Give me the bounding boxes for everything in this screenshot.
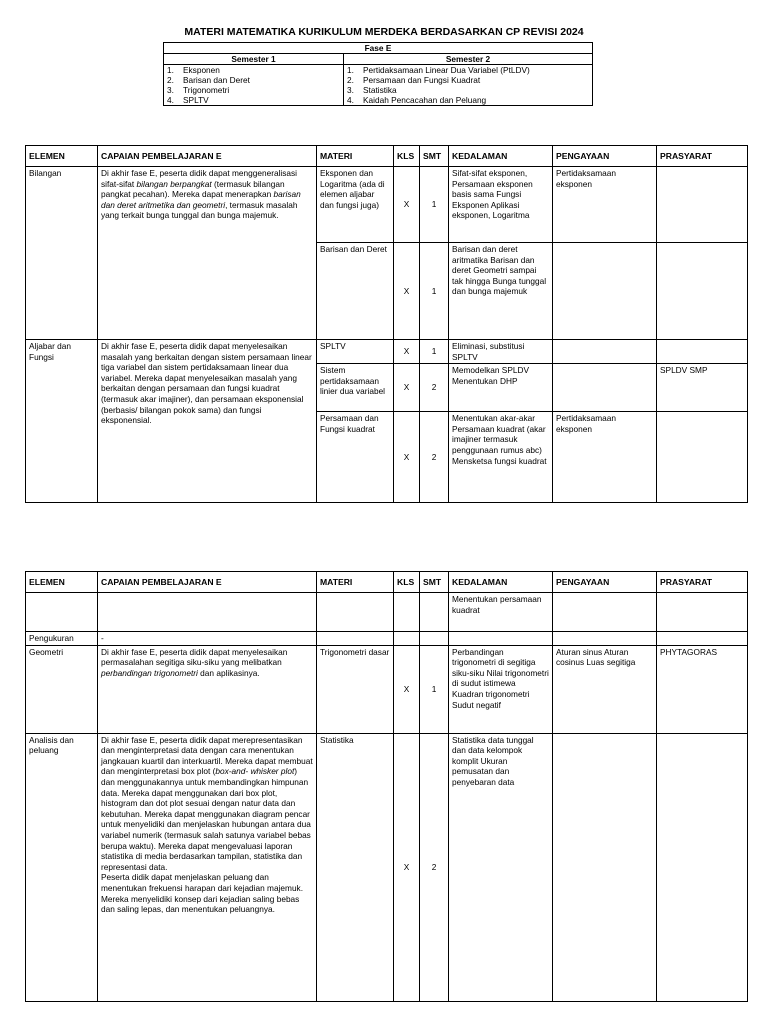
header-kedalaman: KEDALAMAN xyxy=(449,572,553,593)
table-row xyxy=(26,645,748,733)
header-pengayaan: PENGAYAAN xyxy=(553,146,657,167)
materi-cell xyxy=(317,632,394,646)
smt-cell: 2 xyxy=(420,412,449,503)
capaian-cell: Di akhir fase E, peserta didik dapat menyelesaikan masalah yang berkaitan dengan sistem persamaan linear tiga variabel dan sistem pertidaksamaan linear dua variabel. Mereka dapat menyelesaikan masalah yang berkaitan dengan persamaan dan fungsi kuadrat (termasuk akar imajiner), dan persamaan eksponensial (berbasis/ bilangan pokok sama) dan fungsi eksponensial. xyxy=(98,340,317,503)
kedalaman-cell: Memodelkan SPLDV Menentukan DHP xyxy=(449,364,553,412)
materi-cell: Eksponen dan Logaritma (ada di elemen aljabar dan fungsi juga) xyxy=(317,167,394,243)
kls-cell: X xyxy=(394,243,420,340)
table-row xyxy=(26,340,748,364)
header-row xyxy=(26,572,748,593)
curriculum-table-1 xyxy=(25,145,748,503)
header-pengayaan: PENGAYAAN xyxy=(553,572,657,593)
kls-cell: X xyxy=(394,167,420,243)
elemen-cell xyxy=(26,593,98,632)
document-title: MATERI MATEMATIKA KURIKULUM MERDEKA BERDASARKAN CP REVISI 2024 xyxy=(184,26,584,38)
smt-cell: 1 xyxy=(420,340,449,364)
prasyarat-cell: SPLDV SMP xyxy=(657,364,748,412)
header-kedalaman: KEDALAMAN xyxy=(449,146,553,167)
header-kls: KLS xyxy=(394,146,420,167)
semester-1-header: Semester 1 xyxy=(164,54,344,65)
elemen-cell: Geometri xyxy=(26,645,98,733)
semester-2-list xyxy=(344,65,593,106)
prasyarat-cell xyxy=(657,733,748,1001)
materi-cell: Statistika xyxy=(317,733,394,1001)
capaian-cell: - xyxy=(98,632,317,646)
header-smt: SMT xyxy=(420,146,449,167)
smt-cell xyxy=(420,593,449,632)
pengayaan-cell: Pertidaksamaan eksponen xyxy=(553,167,657,243)
pengayaan-cell xyxy=(553,632,657,646)
semester-1-item: 2. Barisan dan Deret xyxy=(167,75,250,85)
kedalaman-cell: Statistika data tunggal dan data kelompok komplit Ukuran pemusatan dan penyebaran data xyxy=(449,733,553,1001)
kedalaman-cell: Barisan dan deret aritmatika Barisan dan deret Geometri sampai tak hingga Bunga tunggal dan bunga majemuk xyxy=(449,243,553,340)
curriculum-table-2 xyxy=(25,571,748,1002)
header-capaian: CAPAIAN PEMBELAJARAN E xyxy=(98,146,317,167)
table-row xyxy=(26,632,748,646)
prasyarat-cell xyxy=(657,412,748,503)
elemen-cell: Aljabar dan Fungsi xyxy=(26,340,98,503)
prasyarat-cell xyxy=(657,340,748,364)
kedalaman-cell: Menentukan akar-akar Persamaan kuadrat (akar imajiner termasuk penggunaan rumus abc) Mensketsa fungsi kuadrat xyxy=(449,412,553,503)
header-smt: SMT xyxy=(420,572,449,593)
elemen-cell: Bilangan xyxy=(26,167,98,340)
prasyarat-cell xyxy=(657,243,748,340)
smt-cell xyxy=(420,632,449,646)
semester-2-item: 2. Persamaan dan Fungsi Kuadrat xyxy=(347,75,481,85)
header-prasyarat: PRASYARAT xyxy=(657,572,748,593)
materi-cell: Barisan dan Deret xyxy=(317,243,394,340)
smt-cell: 2 xyxy=(420,364,449,412)
kedalaman-cell: Perbandingan trigonometri di segitiga siku-siku Nilai trigonometri di sudut istimewa Kuadran trigonometri Sudut negatif xyxy=(449,645,553,733)
pengayaan-cell xyxy=(553,243,657,340)
smt-cell: 1 xyxy=(420,167,449,243)
materi-cell: Trigonometri dasar xyxy=(317,645,394,733)
materi-cell: Sistem pertidaksamaan linier dua variabel xyxy=(317,364,394,412)
kls-cell: X xyxy=(394,645,420,733)
capaian-cell: Di akhir fase E, peserta didik dapat menyelesaikan permasalahan segitiga siku-siku yang melibatkan perbandingan trigonometri dan aplikasinya. xyxy=(98,645,317,733)
pengayaan-cell: Aturan sinus Aturan cosinus Luas segitiga xyxy=(553,645,657,733)
pengayaan-cell xyxy=(553,364,657,412)
semester-1-item: 1. Eksponen xyxy=(167,65,220,75)
pengayaan-cell xyxy=(553,340,657,364)
semester-1-item: 4. SPLTV xyxy=(167,95,209,105)
header-materi: MATERI xyxy=(317,146,394,167)
semester-1-list xyxy=(164,65,344,106)
prasyarat-cell xyxy=(657,632,748,646)
semester-2-item: 1. Pertidaksamaan Linear Dua Variabel (PtLDV) xyxy=(347,65,530,75)
pengayaan-cell xyxy=(553,593,657,632)
kls-cell: X xyxy=(394,340,420,364)
kedalaman-cell: Menentukan persamaan kuadrat xyxy=(449,593,553,632)
pengayaan-cell: Pertidaksamaan eksponen xyxy=(553,412,657,503)
materi-cell: SPLTV xyxy=(317,340,394,364)
fase-table xyxy=(163,42,593,106)
header-prasyarat: PRASYARAT xyxy=(657,146,748,167)
header-elemen: ELEMEN xyxy=(26,146,98,167)
smt-cell: 1 xyxy=(420,645,449,733)
fase-label: Fase E xyxy=(164,43,593,54)
materi-cell: Persamaan dan Fungsi kuadrat xyxy=(317,412,394,503)
kedalaman-cell: Eliminasi, substitusi SPLTV xyxy=(449,340,553,364)
semester-2-item: 4. Kaidah Pencacahan dan Peluang xyxy=(347,95,487,105)
kedalaman-cell: Sifat-sifat eksponen, Persamaan eksponen basis sama Fungsi Eksponen Aplikasi eksponen, Logaritma xyxy=(449,167,553,243)
prasyarat-cell xyxy=(657,167,748,243)
table-row xyxy=(26,167,748,243)
kls-cell: X xyxy=(394,364,420,412)
pengayaan-cell xyxy=(553,733,657,1001)
capaian-cell xyxy=(98,593,317,632)
materi-cell xyxy=(317,593,394,632)
table-row xyxy=(26,733,748,1001)
header-materi: MATERI xyxy=(317,572,394,593)
kls-cell: X xyxy=(394,412,420,503)
prasyarat-cell: PHYTAGORAS xyxy=(657,645,748,733)
prasyarat-cell xyxy=(657,593,748,632)
smt-cell: 1 xyxy=(420,243,449,340)
header-row xyxy=(26,146,748,167)
kls-cell xyxy=(394,632,420,646)
table-row xyxy=(26,593,748,632)
capaian-cell: Di akhir fase E, peserta didik dapat menggeneralisasi sifat-sifat bilangan berpangkat (termasuk bilangan pangkat pecahan). Mereka dapat menerapkan barisan dan deret aritmetika dan geometri, termasuk masalah yang terkait bunga tunggal dan bunga majemuk. xyxy=(98,167,317,340)
semester-2-header: Semester 2 xyxy=(344,54,593,65)
header-capaian: CAPAIAN PEMBELAJARAN E xyxy=(98,572,317,593)
header-kls: KLS xyxy=(394,572,420,593)
header-elemen: ELEMEN xyxy=(26,572,98,593)
elemen-cell: Analisis dan peluang xyxy=(26,733,98,1001)
elemen-cell: Pengukuran xyxy=(26,632,98,646)
kls-cell xyxy=(394,593,420,632)
kls-cell: X xyxy=(394,733,420,1001)
semester-1-item: 3. Trigonometri xyxy=(167,85,230,95)
capaian-cell: Di akhir fase E, peserta didik dapat merepresentasikan dan menginterpretasi data dengan cara menentukan jangkauan kuartil dan interkuartil. Mereka dapat membuat dan menginterpretasi box plot (box-and- whisker plot) dan menggunakannya untuk membandingkan himpunan data. Mereka dapat menggunakan dari box plot, histogram dan dot plot sesuai dengan natur data dan kebutuhan. Mereka dapat menggunakan diagram pencar untuk menyelidiki dan menjelaskan hubungan antara dua variabel numerik (termasuk salah satunya variabel bebas berupa waktu). Mereka dapat mengevaluasi laporan statistika di media berdasarkan tampilan, statistika dan representasi data. Peserta didik dapat menjelaskan peluang dan menentukan frekuensi harapan dari kejadian majemuk. Mereka menyelidiki konsep dari kejadian saling bebas dan saling lepas, dan menentukan peluangnya. xyxy=(98,733,317,1001)
semester-2-item: 3. Statistika xyxy=(347,85,397,95)
kedalaman-cell xyxy=(449,632,553,646)
smt-cell: 2 xyxy=(420,733,449,1001)
